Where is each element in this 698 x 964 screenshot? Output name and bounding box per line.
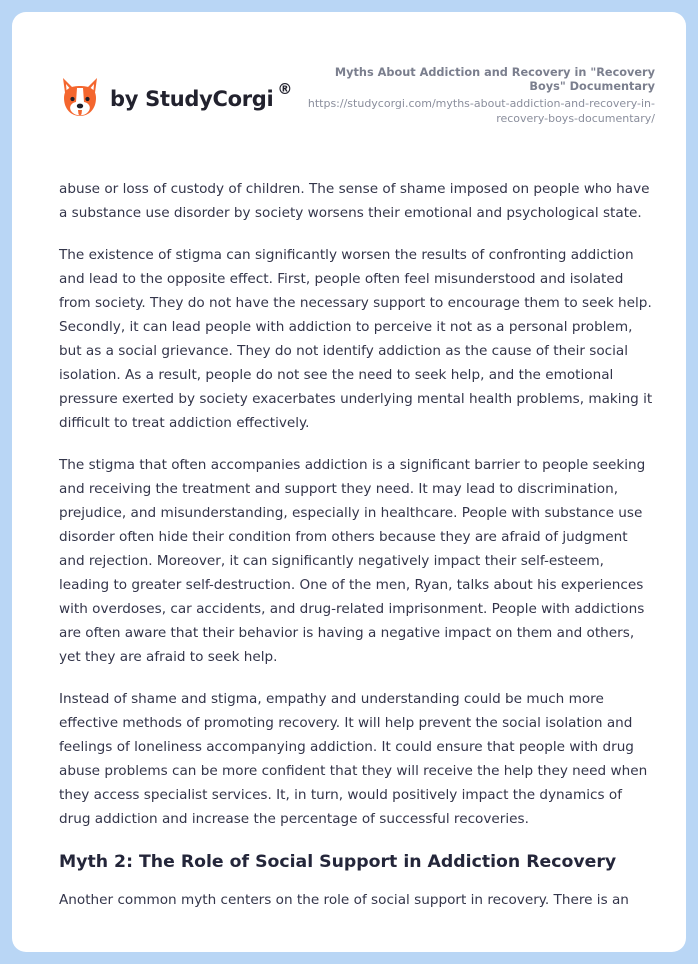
paragraph: Another common myth centers on the role of social support in recovery. There is an: [59, 892, 629, 908]
document-url[interactable]: https://studycorgi.com/myths-about-addiction-and-recovery-in-recovery-boys-documentary/: [307, 97, 655, 125]
paragraph: The existence of stigma can significantly worsen the results of confronting addiction and lead to the opposite effect. First, people often feel misunderstood and isolated from society. They do not have the necessary support to encourage them to seek help. Secondly, it can lead people with addiction to perceive it not as a personal problem, but as a social grievance. They do not identify addiction as the cause of their social isolation. As a result, people do not see the need to seek help, and the emotional pressure exerted by society exacerbates underlying mental health problems, making it difficult to treat addiction effectively.: [59, 247, 653, 431]
brand-name: by StudyCorgi: [110, 87, 274, 111]
studycorgi-logo[interactable]: [60, 76, 292, 120]
document-title: Myths About Addiction and Recovery in "Recovery Boys" Documentary: [334, 66, 655, 93]
corgi-head-icon: [60, 76, 100, 120]
paragraph: Instead of shame and stigma, empathy and understanding could be much more effective methods of promoting recovery. It will help prevent the social isolation and feelings of loneliness accompanying addiction. It could ensure that people with drug abuse problems can be more confident that they will receive the help they need when they access specialist services. It, in turn, would positively impact the dynamics of drug addiction and increase the percentage of successful recoveries.: [59, 691, 648, 827]
page-header: [12, 12, 686, 152]
paragraph: The stigma that often accompanies addiction is a significant barrier to people seeking and receiving the treatment and support they need. It may lead to discrimination, prejudice, and misunderstanding, especially in healthcare. People with substance use disorder often hide their condition from others because they are afraid of judgment and rejection. Moreover, it can significantly negatively impact their self-esteem, leading to greater self-destruction. One of the men, Ryan, talks about his experiences with overdoses, car accidents, and drug-related imprisonment. People with addictions are often aware that their behavior is having a negative impact on them and others, yet they are afraid to seek help.: [59, 457, 646, 665]
document-info: [305, 66, 655, 126]
registered-mark: ®: [277, 80, 293, 98]
document-page: [12, 12, 686, 952]
document-body: [59, 177, 657, 930]
paragraph: abuse or loss of custody of children. The sense of shame imposed on people who have a substance use disorder by society worsens their emotional and psychological state.: [59, 181, 650, 221]
section-heading: Myth 2: The Role of Social Support in Addiction Recovery: [59, 852, 617, 872]
